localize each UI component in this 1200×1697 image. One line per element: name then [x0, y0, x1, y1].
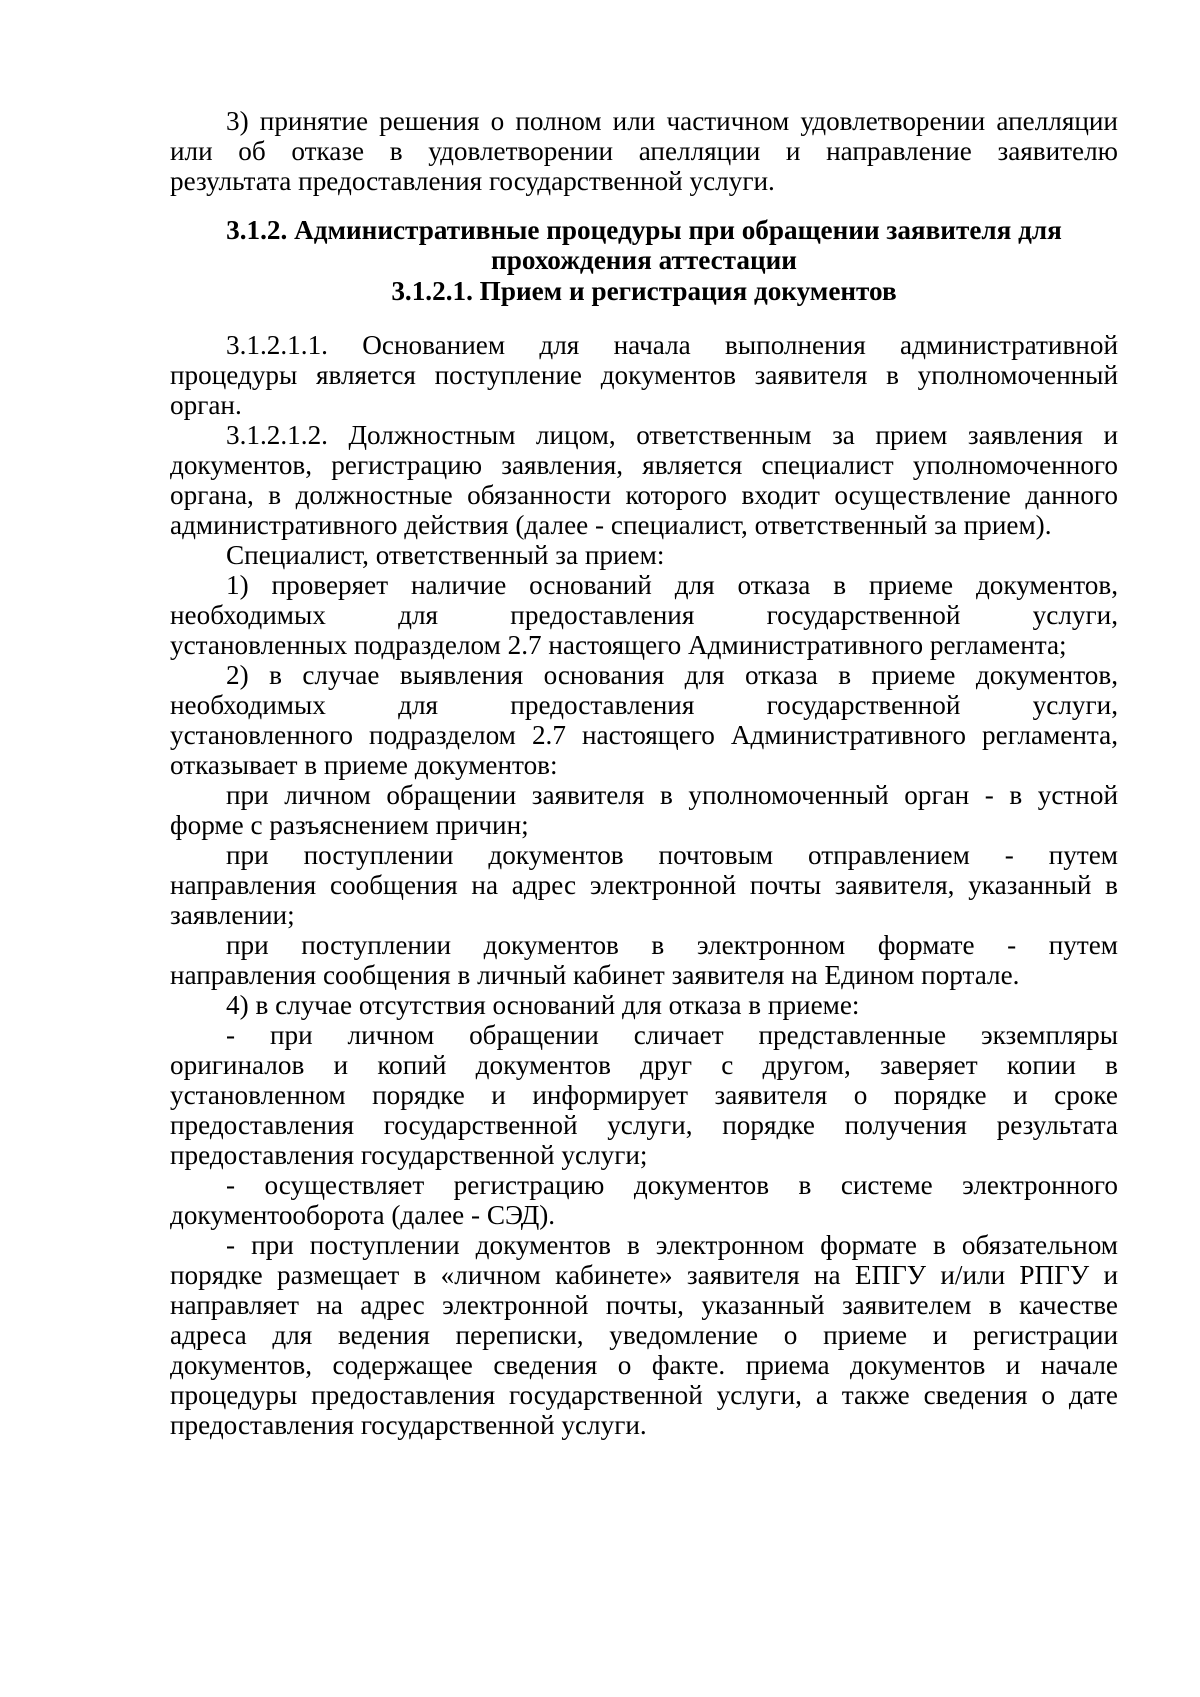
- clause-3-1-2-1-2-line: административного действия (далее - специалист, ответственный за прием).: [170, 510, 1052, 540]
- duty-2-line: установленного подразделом 2.7 настоящего Административного регламента,: [170, 720, 1118, 750]
- refusal-in-person-line: при личном обращении заявителя в уполномоченный орган - в устной: [226, 780, 1118, 810]
- accept-registration-line: документооборота (далее - СЭД).: [170, 1200, 556, 1230]
- specialist-lead-line: Специалист, ответственный за прием:: [226, 540, 665, 570]
- section-heading-line: 3.1.2.1. Прием и регистрация документов: [391, 276, 897, 306]
- refusal-in-person-line: форме с разъяснением причин;: [170, 810, 529, 840]
- refusal-by-post-line: при поступлении документов почтовым отправлением - путем: [226, 840, 1118, 870]
- section-heading-line: 3.1.2. Административные процедуры при обращении заявителя для: [226, 215, 1062, 245]
- clause-3-1-2-1-2-line: документов, регистрацию заявления, является специалист уполномоченного: [170, 450, 1118, 480]
- intro-item-3-line: 3) принятие решения о полном или частичном удовлетворении апелляции: [226, 106, 1118, 136]
- accept-electronic-line: предоставления государственной услуги.: [170, 1410, 647, 1440]
- accept-electronic-line: - при поступлении документов в электронном формате в обязательном: [226, 1230, 1118, 1260]
- section-heading-line: прохождения аттестации: [491, 245, 797, 275]
- accept-in-person-line: предоставления государственной услуги, порядке получения результата: [170, 1110, 1118, 1140]
- accept-in-person-line: оригиналов и копий документов друг с другом, заверяет копии в: [170, 1050, 1118, 1080]
- accept-electronic-line: порядке размещает в «личном кабинете» заявителя на ЕПГУ и/или РПГУ и: [170, 1260, 1118, 1290]
- clause-3-1-2-1-2-line: органа, в должностные обязанности которого входит осуществление данного: [170, 480, 1118, 510]
- accept-electronic-line: адреса для ведения переписки, уведомление о приеме и регистрации: [170, 1320, 1118, 1350]
- accept-in-person-line: - при личном обращении сличает представленные экземпляры: [226, 1020, 1118, 1050]
- accept-registration-line: - осуществляет регистрацию документов в системе электронного: [226, 1170, 1118, 1200]
- refusal-by-post-line: заявлении;: [170, 900, 295, 930]
- accept-electronic-line: направляет на адрес электронной почты, указанный заявителем в качестве: [170, 1290, 1118, 1320]
- duty-2-line: необходимых для предоставления государственной услуги,: [170, 690, 1118, 720]
- accept-electronic-line: документов, содержащее сведения о факте. приема документов и начале: [170, 1350, 1118, 1380]
- clause-3-1-2-1-1-line: процедуры является поступление документов заявителя в уполномоченный: [170, 360, 1118, 390]
- duty-1-line: установленных подразделом 2.7 настоящего Административного регламента;: [170, 630, 1067, 660]
- intro-item-3-line: или об отказе в удовлетворении апелляции и направление заявителю: [170, 136, 1118, 166]
- clause-3-1-2-1-1-line: орган.: [170, 390, 242, 420]
- duty-1-line: 1) проверяет наличие оснований для отказа в приеме документов,: [226, 570, 1118, 600]
- refusal-by-post-line: направления сообщения на адрес электронной почты заявителя, указанный в: [170, 870, 1118, 900]
- accept-electronic-line: процедуры предоставления государственной услуги, а также сведения о дате: [170, 1380, 1118, 1410]
- refusal-electronic-line: при поступлении документов в электронном формате - путем: [226, 930, 1118, 960]
- duty-2-line: 2) в случае выявления основания для отказа в приеме документов,: [226, 660, 1118, 690]
- clause-3-1-2-1-1-line: 3.1.2.1.1. Основанием для начала выполнения административной: [226, 330, 1118, 360]
- accept-in-person-line: предоставления государственной услуги;: [170, 1140, 648, 1170]
- accept-in-person-line: установленном порядке и информирует заявителя о порядке и сроке: [170, 1080, 1118, 1110]
- duty-1-line: необходимых для предоставления государственной услуги,: [170, 600, 1118, 630]
- intro-item-3-line: результата предоставления государственной услуги.: [170, 166, 775, 196]
- duty-4-line: 4) в случае отсутствия оснований для отказа в приеме:: [226, 990, 860, 1020]
- refusal-electronic-line: направления сообщения в личный кабинет заявителя на Едином портале.: [170, 960, 1020, 990]
- clause-3-1-2-1-2-line: 3.1.2.1.2. Должностным лицом, ответственным за прием заявления и: [226, 420, 1118, 450]
- duty-2-line: отказывает в приеме документов:: [170, 750, 558, 780]
